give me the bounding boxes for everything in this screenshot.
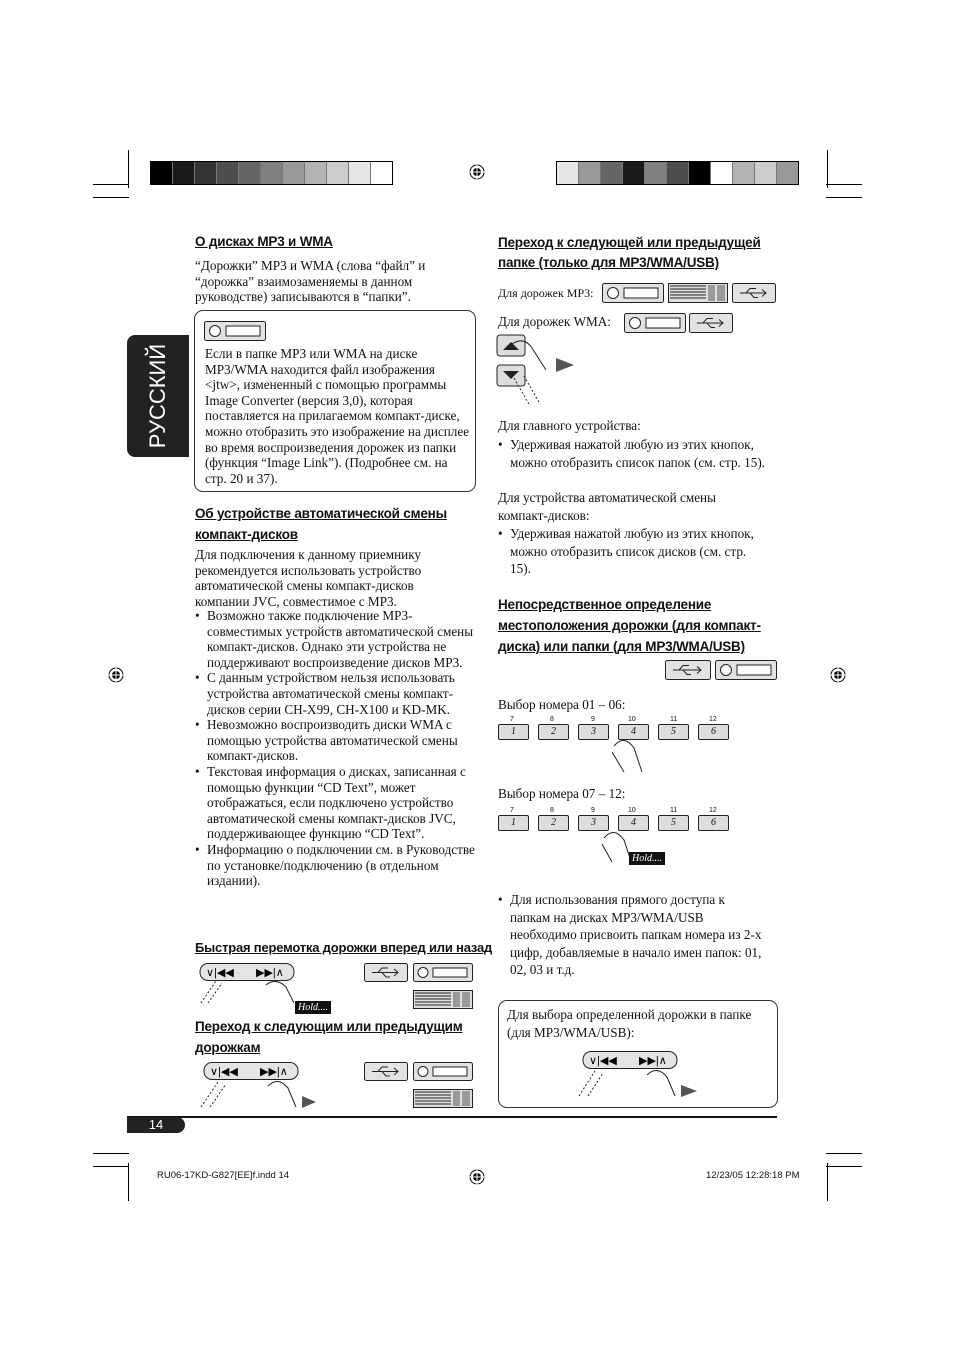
cd-icon [413,963,473,982]
color-swatch [667,162,689,184]
label: Выбор номера 07 – 12: [498,786,626,801]
key-top-label: 7 [510,716,514,723]
registration-icon [108,667,124,683]
up-down-buttons-illustration [496,334,580,410]
skip-buttons-illustration [196,1062,326,1112]
bottom-rule [127,1116,777,1118]
usb-icon [732,283,776,303]
list-item: • Возможно также подключение MP3-совместимых устройств автоматической смены компакт-дисков. Однако эти устройства не поддерживают воспроизведение дисков MP3. [195,608,477,670]
color-swatch [371,162,392,184]
section-title: О дисках MP3 и WMA [195,234,333,249]
number-key: 6 [698,815,729,831]
number-key: 4 [618,815,649,831]
color-swatch [733,162,755,184]
changer-icon [413,990,473,1009]
svg-text:∨|◀◀: ∨|◀◀ [589,1055,617,1067]
number-key: 1 [498,724,529,740]
number-key: 5 [658,815,689,831]
list-item: • С данным устройством нельзя использовать устройства автоматической смены компакт-дисков серии CH-X99, CH-X100 и KD-MK. [195,670,477,717]
list-item: • Удерживая нажатой любую из этих кнопок, можно отобразить список папок (см. стр. 15). [498,436,770,471]
changer-icon [413,1089,473,1108]
section-title: Переход к следующей или предыдущей [498,235,761,250]
number-key: 6 [698,724,729,740]
paragraph: “Дорожки” MP3 и WMA (слова “файл” и “дорожка” взаимозаменяемы в данном руководстве) записываются в “папки”. [195,258,426,305]
registration-icon [469,164,485,180]
svg-text:▶▶|∧: ▶▶|∧ [256,967,284,979]
section-title: диска) или папки (для MP3/WMA/USB) [498,639,745,654]
cd-icon [204,321,266,341]
label: Выбор номера 01 – 06: [498,697,626,712]
usb-icon [689,313,733,333]
note-text: Если в папке MP3 или WMA на диске MP3/WMA находится файл изображения <jtw>, измененный с помощью программы Image Converter (версия 3,0), которая поставляется на прилагаемом компакт-диске, можно отобразить это изображение на дисплее во время воспроизведения дорожек из папки (функция “Image Link”). (Подробнее см. на стр. 20 и 37). [205,346,470,486]
tip-text: Для выбора определенной дорожки в папке (для MP3/WMA/USB): [507,1007,752,1040]
color-swatch [601,162,623,184]
list-item: • Информацию о подключении см. в Руководстве по установке/подключению (в отдельном издании). [195,842,477,889]
language-tab [127,335,189,457]
key-top-label: 12 [709,716,717,723]
color-swatch [579,162,601,184]
crop-mark [826,1166,862,1167]
key-top-label: 8 [550,716,554,723]
section-title: Непосредственное определение [498,597,712,612]
list-item: • Удерживая нажатой любую из этих кнопок, можно отобразить список дисков (см. стр. 15). [498,525,770,578]
bullet-list [195,608,477,889]
cd-icon [413,1062,473,1081]
number-key: 2 [538,724,569,740]
skip-buttons-illustration [196,963,306,1005]
finger-illustration [612,736,652,774]
hold-label: Hold.... [295,1001,331,1014]
number-key: 4 [618,724,649,740]
svg-text:∨|◀◀: ∨|◀◀ [210,1066,238,1078]
crop-mark [128,1163,129,1201]
crop-mark [93,184,129,185]
changer-icon [668,283,728,303]
page-number: 14 [127,1117,185,1133]
label: Для устройства автоматической смены компакт-дисков: [498,490,716,523]
color-bar-left [150,161,393,185]
key-top-label: 11 [670,807,678,814]
key-top-label: 11 [670,716,678,723]
color-swatch [689,162,711,184]
bullet-list [498,525,770,578]
color-swatch [327,162,349,184]
section-title: дорожкам [195,1040,261,1055]
key-top-label: 10 [628,807,636,814]
section-title: Быстрая перемотка дорожки вперед или назад [195,940,493,955]
color-swatch [305,162,327,184]
cd-icon [715,660,777,680]
color-swatch [151,162,173,184]
registration-icon [830,667,846,683]
color-swatch [349,162,371,184]
crop-mark [93,197,129,198]
number-key: 3 [578,724,609,740]
crop-mark [128,150,129,188]
color-swatch [283,162,305,184]
registration-icon [469,1169,485,1185]
usb-icon [665,660,711,680]
list-item: • Для использования прямого доступа к папкам на дисках MP3/WMA/USB необходимо присвоить папкам номера из 2-х цифр, добавляемые в начало имен папок: 01, 02, 03 и т.д. [498,891,768,979]
section-title: Об устройстве автоматической смены [195,506,447,521]
number-key: 3 [578,815,609,831]
footer-datetime: 12/23/05 12:28:18 PM [706,1170,800,1181]
usb-icon [364,1062,408,1081]
color-swatch [261,162,283,184]
section-title: папке (только для MP3/WMA/USB) [498,255,719,270]
crop-mark [826,197,862,198]
bullet-list [498,436,770,471]
number-key: 2 [538,815,569,831]
label: Для дорожек WMA: [498,314,611,329]
language-label: РУССКИЙ [145,343,170,449]
label: Для главного устройства: [498,418,641,433]
color-swatch [195,162,217,184]
svg-text:∨|◀◀: ∨|◀◀ [206,967,234,979]
list-item: • Невозможно воспроизводить диски WMA с помощью устройства автоматической смены компакт-дисков. [195,717,477,764]
color-swatch [557,162,579,184]
color-swatch [173,162,195,184]
number-key: 1 [498,815,529,831]
list-item: • Текстовая информация о дисках, записанная с помощью функции “CD Text”, может отображаться, если подключено устройство автоматической смены компакт-дисков JVC, поддерживающее функцию “CD Text”. [195,764,477,842]
color-swatch [711,162,733,184]
crop-mark [93,1153,129,1154]
paragraph: Для подключения к данному приемнику рекомендуется использовать устройство автоматической смены компакт-дисков компании JVC, совместимое с MP3. [195,547,422,609]
section-title: местоположения дорожки (для компакт- [498,618,761,633]
section-title: Переход к следующим или предыдущим [195,1019,463,1034]
key-top-label: 7 [510,807,514,814]
skip-buttons-illustration [575,1051,705,1101]
key-top-label: 8 [550,807,554,814]
key-top-label: 10 [628,716,636,723]
svg-text:▶▶|∧: ▶▶|∧ [260,1066,288,1078]
cd-icon [624,313,686,333]
footer-file: RU06-17KD-G827[EE]f.indd 14 [157,1170,290,1181]
crop-mark [826,184,862,185]
crop-mark [827,1163,828,1201]
color-swatch [755,162,777,184]
color-bar-right [556,161,799,185]
hold-label: Hold.... [629,852,665,865]
key-top-label: 9 [591,716,595,723]
crop-mark [826,1153,862,1154]
color-swatch [645,162,667,184]
key-top-label: 12 [709,807,717,814]
bullet-list [498,891,768,979]
color-swatch [623,162,645,184]
crop-mark [827,150,828,188]
cd-icon [602,283,664,303]
key-top-label: 9 [591,807,595,814]
number-key: 5 [658,724,689,740]
section-title: компакт-дисков [195,527,298,542]
color-swatch [239,162,261,184]
svg-text:▶▶|∧: ▶▶|∧ [639,1055,667,1067]
crop-mark [93,1166,129,1167]
color-swatch [777,162,798,184]
color-swatch [217,162,239,184]
label: Для дорожек MP3: [498,286,594,300]
usb-icon [364,963,408,982]
